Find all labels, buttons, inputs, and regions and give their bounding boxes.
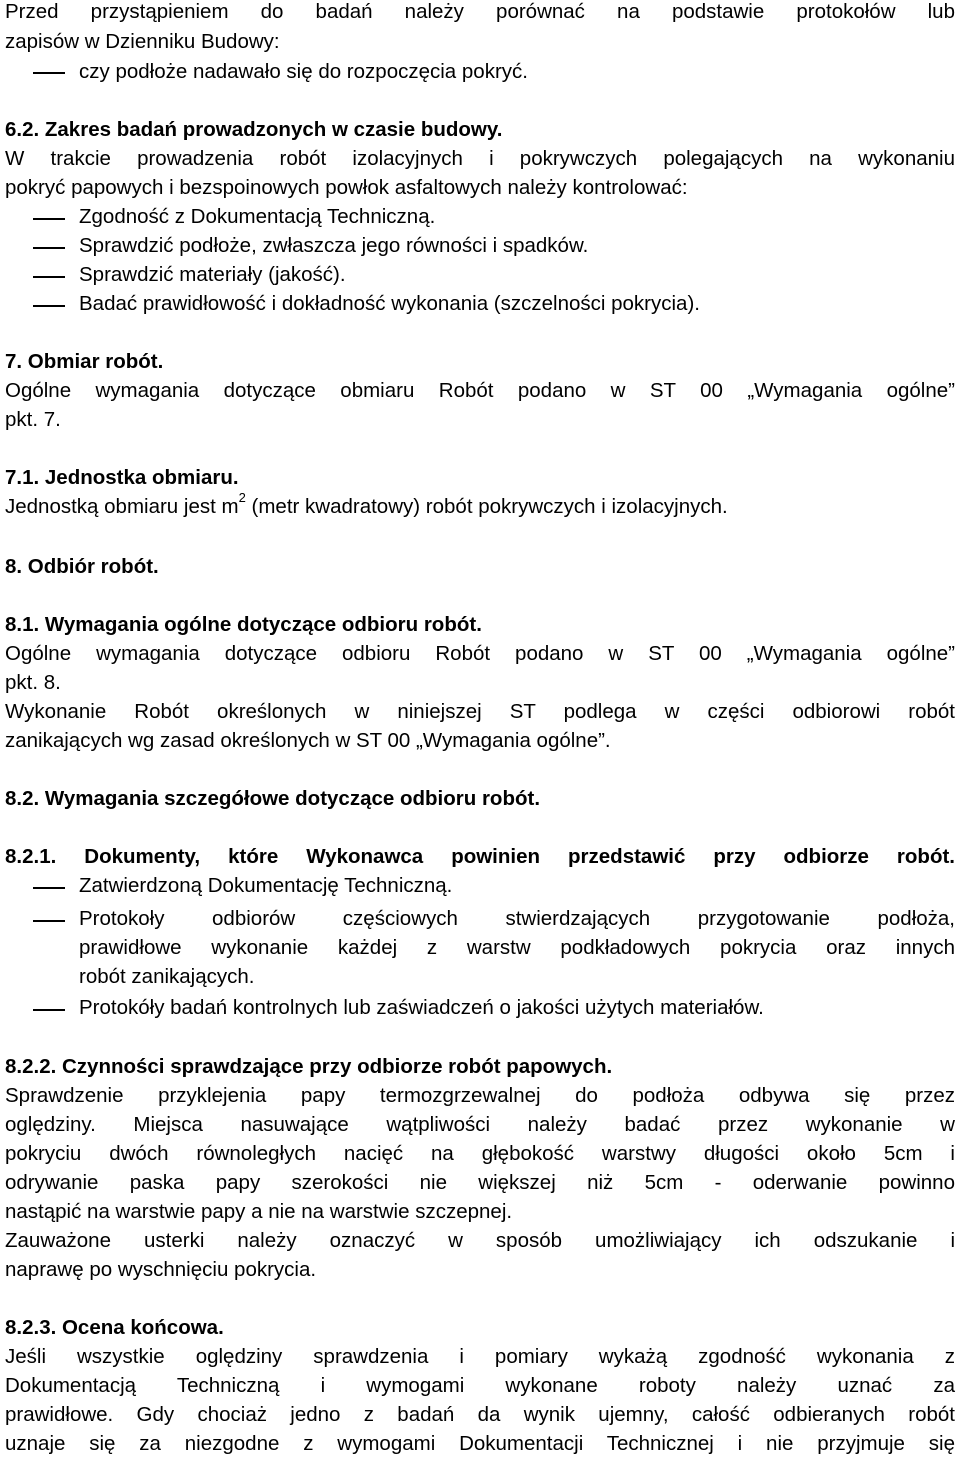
- unit-text-b: (metr kwadratowy) robót pokrywczych i izolacyjnych.: [245, 495, 728, 518]
- section-heading: 6.2. Zakres badań prowadzonych w czasie budowy.: [5, 118, 503, 141]
- paragraph-line: W trakcie prowadzenia robót izolacyjnych i pokrywczych polegających na wykonaniu: [5, 147, 955, 170]
- dash-bullet-icon: [33, 1009, 65, 1011]
- paragraph-line: pkt. 8.: [5, 671, 61, 694]
- list-item: Sprawdzić materiały (jakość).: [79, 263, 346, 286]
- dash-bullet-icon: [33, 247, 65, 249]
- paragraph-line: pkt. 7.: [5, 408, 61, 431]
- section-heading: 8.1. Wymagania ogólne dotyczące odbioru robót.: [5, 613, 482, 636]
- paragraph-line: Dokumentacją Techniczną i wymogami wykonane roboty należy uznać za: [5, 1374, 955, 1397]
- paragraph-line: oględziny. Miejsca nasuwające wątpliwości należy badać przez wykonanie w: [5, 1113, 955, 1136]
- list-item: Badać prawidłowość i dokładność wykonania (szczelności pokrycia).: [79, 292, 700, 315]
- list-item: Zatwierdzoną Dokumentację Techniczną.: [79, 874, 453, 897]
- section-heading: 7. Obmiar robót.: [5, 350, 164, 373]
- unit-superscript: 2: [238, 490, 246, 506]
- section-heading: 7.1. Jednostka obmiaru.: [5, 466, 239, 489]
- dash-bullet-icon: [33, 305, 65, 307]
- paragraph-line: [5, 490, 728, 519]
- dash-bullet-icon: [33, 276, 65, 278]
- list-item: Protokoły odbiorów częściowych stwierdzających przygotowanie podłoża,: [79, 907, 955, 930]
- paragraph-line: Jeśli wszystkie oględziny sprawdzenia i pomiary wykażą zgodność wykonania z: [5, 1345, 955, 1368]
- dash-bullet-icon: [33, 218, 65, 220]
- paragraph-line: prawidłowe. Gdy chociaż jedno z badań da wynik ujemny, całość odbieranych robót: [5, 1403, 955, 1426]
- list-item: Protokóły badań kontrolnych lub zaświadczeń o jakości użytych materiałów.: [79, 996, 764, 1019]
- paragraph-line: nastąpić na warstwie papy a nie na warstwie szczepnej.: [5, 1200, 513, 1223]
- section-heading: 8.2. Wymagania szczegółowe dotyczące odbioru robót.: [5, 787, 541, 810]
- section-heading: 8.2.2. Czynności sprawdzające przy odbiorze robót papowych.: [5, 1055, 613, 1078]
- paragraph-line: Przed przystąpieniem do badań należy porównać na podstawie protokołów lub: [5, 0, 955, 23]
- paragraph-line: odrywanie paska papy szerokości nie większej niż 5cm - oderwanie powinno: [5, 1171, 955, 1194]
- paragraph-line: Sprawdzenie przyklejenia papy termozgrzewalnej do podłoża odbywa się przez: [5, 1084, 955, 1107]
- section-heading: 8.2.3. Ocena końcowa.: [5, 1316, 224, 1339]
- list-item: czy podłoże nadawało się do rozpoczęcia pokryć.: [79, 60, 528, 83]
- section-heading: 8. Odbiór robót.: [5, 555, 159, 578]
- list-item: Sprawdzić podłoże, zwłaszcza jego równości i spadków.: [79, 234, 589, 257]
- paragraph-line: Wykonanie Robót określonych w niniejszej ST podlega w części odbiorowi robót: [5, 700, 955, 723]
- unit-text-a: Jednostką obmiaru jest m: [5, 495, 239, 518]
- list-item: Zgodność z Dokumentacją Techniczną.: [79, 205, 436, 228]
- dash-bullet-icon: [33, 72, 65, 74]
- list-item-line: prawidłowe wykonanie każdej z warstw podkładowych pokrycia oraz innych: [79, 936, 955, 959]
- paragraph-line: zanikających wg zasad określonych w ST 00 „Wymagania ogólne”.: [5, 729, 611, 752]
- dash-bullet-icon: [33, 887, 65, 889]
- paragraph-line: Ogólne wymagania dotyczące odbioru Robót podano w ST 00 „Wymagania ogólne”: [5, 642, 955, 665]
- section-heading: 8.2.1. Dokumenty, które Wykonawca powinien przedstawić przy odbiorze robót.: [5, 845, 955, 868]
- paragraph-line: naprawę po wyschnięciu pokrycia.: [5, 1258, 317, 1281]
- paragraph-line: uznaje się za niezgodne z wymogami Dokumentacji Technicznej i nie przyjmuje się: [5, 1432, 955, 1455]
- paragraph-line: zapisów w Dzienniku Budowy:: [5, 30, 280, 53]
- dash-bullet-icon: [33, 920, 65, 922]
- paragraph-line: Ogólne wymagania dotyczące obmiaru Robót podano w ST 00 „Wymagania ogólne”: [5, 379, 955, 402]
- list-item-line: robót zanikających.: [79, 965, 255, 988]
- paragraph-line: Zauważone usterki należy oznaczyć w sposób umożliwiający ich odszukanie i: [5, 1229, 955, 1252]
- paragraph-line: pokryć papowych i bezspoinowych powłok asfaltowych należy kontrolować:: [5, 176, 688, 199]
- paragraph-line: pokryciu dwóch równoległych nacięć na głębokość warstwy długości około 5cm i: [5, 1142, 955, 1165]
